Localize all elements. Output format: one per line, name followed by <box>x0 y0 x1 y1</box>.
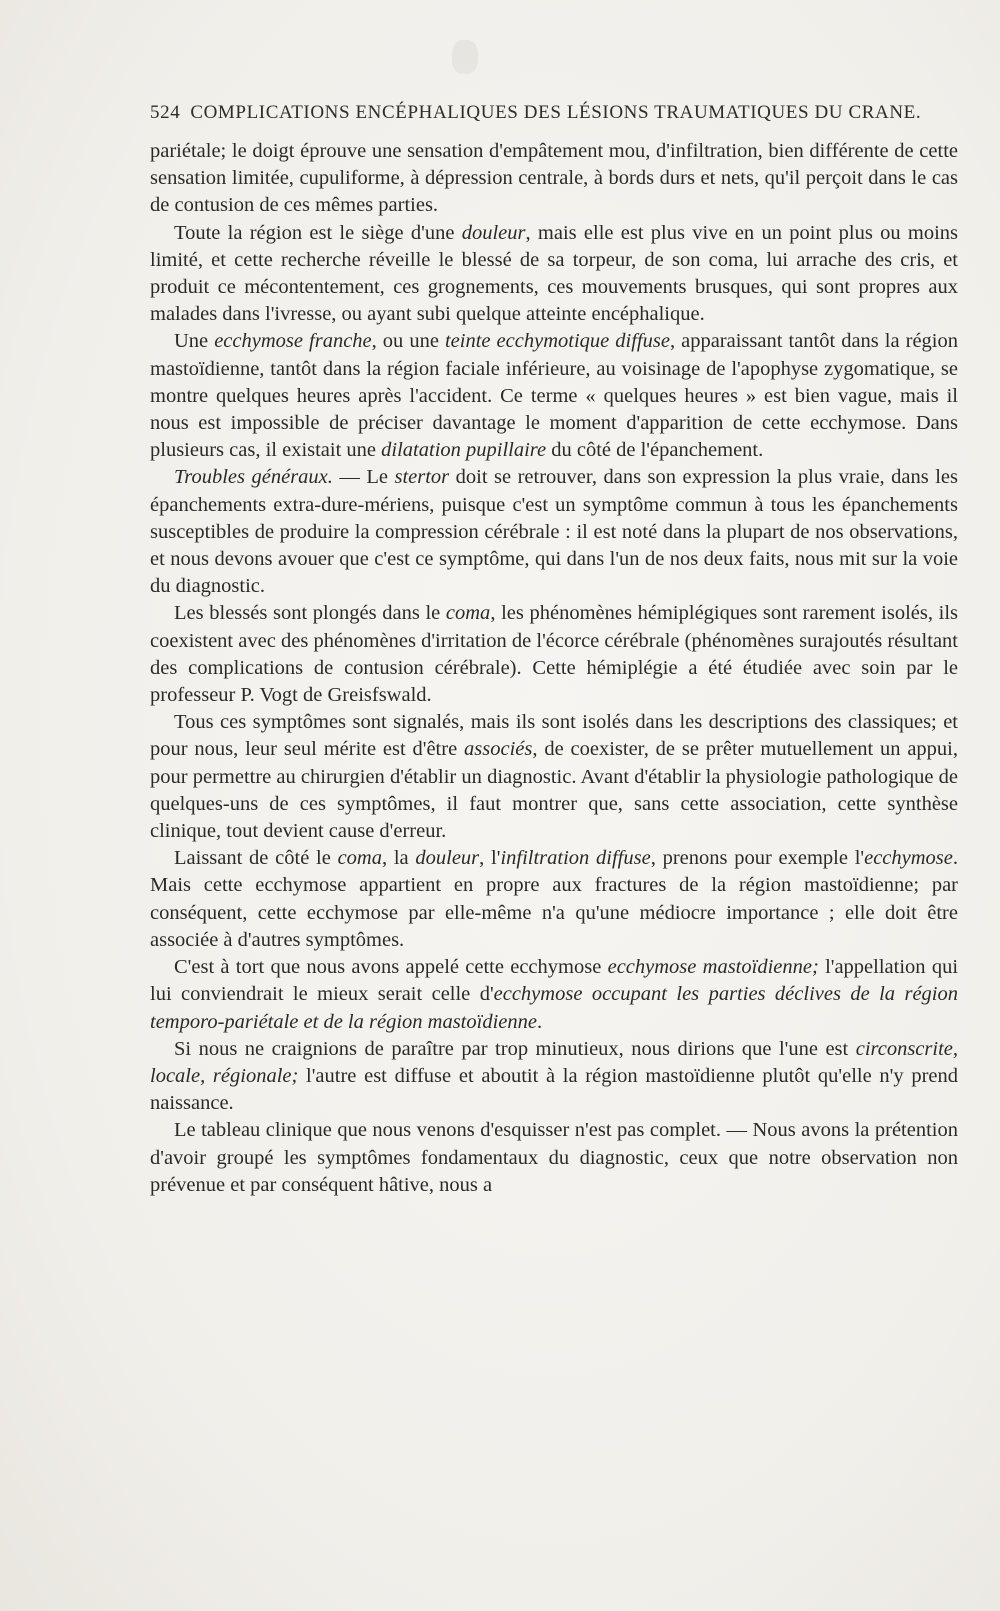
italic-text: teinte ecchymotique diffuse <box>444 330 670 353</box>
italic-text: ecchymose franche <box>214 330 372 353</box>
text-run: , apparaissant tantôt dans la région mastoïdienne, tantôt dans la région faciale inférieure, au voisinage de l'apophyse zygomatique, se montre quelques heures après l'accident. Ce terme « quelques heures » est bien vague, mais il nous est impossible de préciser davantage le moment d'apparition de cette ecchymose. Dans plusieurs cas, il existait une <box>150 330 959 462</box>
paragraph <box>150 954 958 1036</box>
italic-text: ecchymose <box>864 847 953 870</box>
italic-text: ecchymose occupant les parties déclives de la région temporo-pariétale et de la région mastoïdienne <box>150 983 958 1033</box>
text-run: C'est à tort que nous avons appelé cette ecchymose <box>174 956 608 979</box>
text-run: , les phénomènes hémiplégiques sont rarement isolés, ils coexistent avec des phénomènes d'irritation de l'écorce cérébrale (phénomènes surajoutés résultant des complications de contusion cérébrale). Cette hémiplégie a été étudiée avec soin par le professeur P. Vogt de Greisfswald. <box>150 602 958 707</box>
paragraph <box>150 709 958 845</box>
text-run: , prenons pour exemple l' <box>650 847 865 870</box>
text-run: Une <box>174 330 215 353</box>
text-run: , de coexister, de se prêter mutuellement un appui, pour permettre au chirurgien d'établir un diagnostic. Avant d'établir la physiologie pathologique de quelques-uns de ces symptômes, il faut montrer que, sans cette association, cette synthèse clinique, tout devient cause d'erreur. <box>150 738 958 843</box>
page-smudge <box>452 40 478 74</box>
text-run: Les blessés sont plongés dans le <box>174 602 446 625</box>
running-head <box>150 102 950 124</box>
page-number: 524 <box>150 102 181 123</box>
italic-text: coma <box>445 602 491 625</box>
italic-text: circonscrite, locale, régionale; <box>150 1037 958 1087</box>
italic-text: douleur <box>415 847 480 870</box>
paragraph <box>150 845 958 954</box>
body-text <box>150 138 958 1199</box>
text-run: Tous ces symptômes sont signalés, mais ils sont isolés dans les descriptions des classiques; et pour nous, leur seul mérite est d'être <box>150 711 958 761</box>
paragraph <box>150 1117 958 1199</box>
text-run: Toute la région est le siège d'une <box>174 221 462 244</box>
paragraph <box>150 220 958 329</box>
paragraph <box>150 600 958 709</box>
text-run: Le tableau clinique que nous venons d'esquisser n'est pas complet. — Nous avons la prétention d'avoir groupé les symptômes fondamentaux du diagnostic, ceux que notre observation non prévenue et par conséquent hâtive, nous a <box>150 1119 958 1196</box>
paragraph <box>150 328 958 464</box>
text-run: — Le <box>332 466 395 489</box>
text-run: Laissant de côté le <box>174 847 338 870</box>
text-run: , mais elle est plus vive en un point plus ou moins limité, et cette recherche réveille le blessé de sa torpeur, de son coma, lui arrache des cris, et produit ce mécontentement, ces grognements, ces mouvements brusques, qui sont propres aux malades dans l'ivresse, ou ayant subi quelque atteinte encéphalique. <box>150 221 958 326</box>
text-run: . Mais cette ecchymose appartient en propre aux fractures de la région mastoïdienne; par conséquent, cette ecchymose par elle-même n'a qu'une médiocre importance ; elle doit être associée à d'autres symptômes. <box>150 847 959 951</box>
italic-text: coma <box>337 847 382 870</box>
italic-text: stertor <box>394 466 450 489</box>
paragraph <box>150 464 958 600</box>
italic-text: ecchymose mastoïdienne; <box>607 956 819 979</box>
text-run: , la <box>381 847 416 870</box>
text-run: l'appellation qui lui conviendrait le mieux serait celle d' <box>150 956 959 1006</box>
text-run: doit se retrouver, dans son expression la plus vraie, dans les épanchements extra-dure-mériens, puisque c'est un symptôme commun à tous les épanchements susceptibles de produire la compression cérébrale : il est noté dans la plupart de nos observations, et nous devons avouer que c'est ce symptôme, qui dans l'un de nos deux faits, nous mit sur la voie du diagnostic. <box>150 466 958 598</box>
running-title: COMPLICATIONS ENCÉPHALIQUES DES LÉSIONS TRAUMATIQUES DU CRANE. <box>190 102 922 123</box>
italic-text: associés <box>464 738 533 761</box>
italic-text: Troubles généraux. <box>174 466 333 489</box>
text-run: l'autre est diffuse et aboutit à la région mastoïdienne plutôt qu'elle n'y prend naissance. <box>150 1064 959 1115</box>
text-run: . <box>536 1010 543 1033</box>
text-run: , ou une <box>371 330 445 353</box>
text-run: , l' <box>479 847 501 870</box>
text-run: du côté de l'épanchement. <box>546 439 764 462</box>
italic-text: douleur <box>461 221 526 244</box>
paragraph <box>150 1036 958 1118</box>
italic-text: dilatation pupillaire <box>381 439 547 462</box>
text-run: Si nous ne craignions de paraître par trop minutieux, nous dirions que l'une est <box>174 1037 856 1060</box>
italic-text: infiltration diffuse <box>500 847 651 870</box>
text-run: pariétale; le doigt éprouve une sensation d'empâtement mou, d'infiltration, bien différente de cette sensation limitée, cupuliforme, à dépression centrale, à bords durs et nets, qu'il perçoit dans le cas de contusion de ces mêmes parties. <box>150 140 958 217</box>
paragraph <box>150 138 958 220</box>
